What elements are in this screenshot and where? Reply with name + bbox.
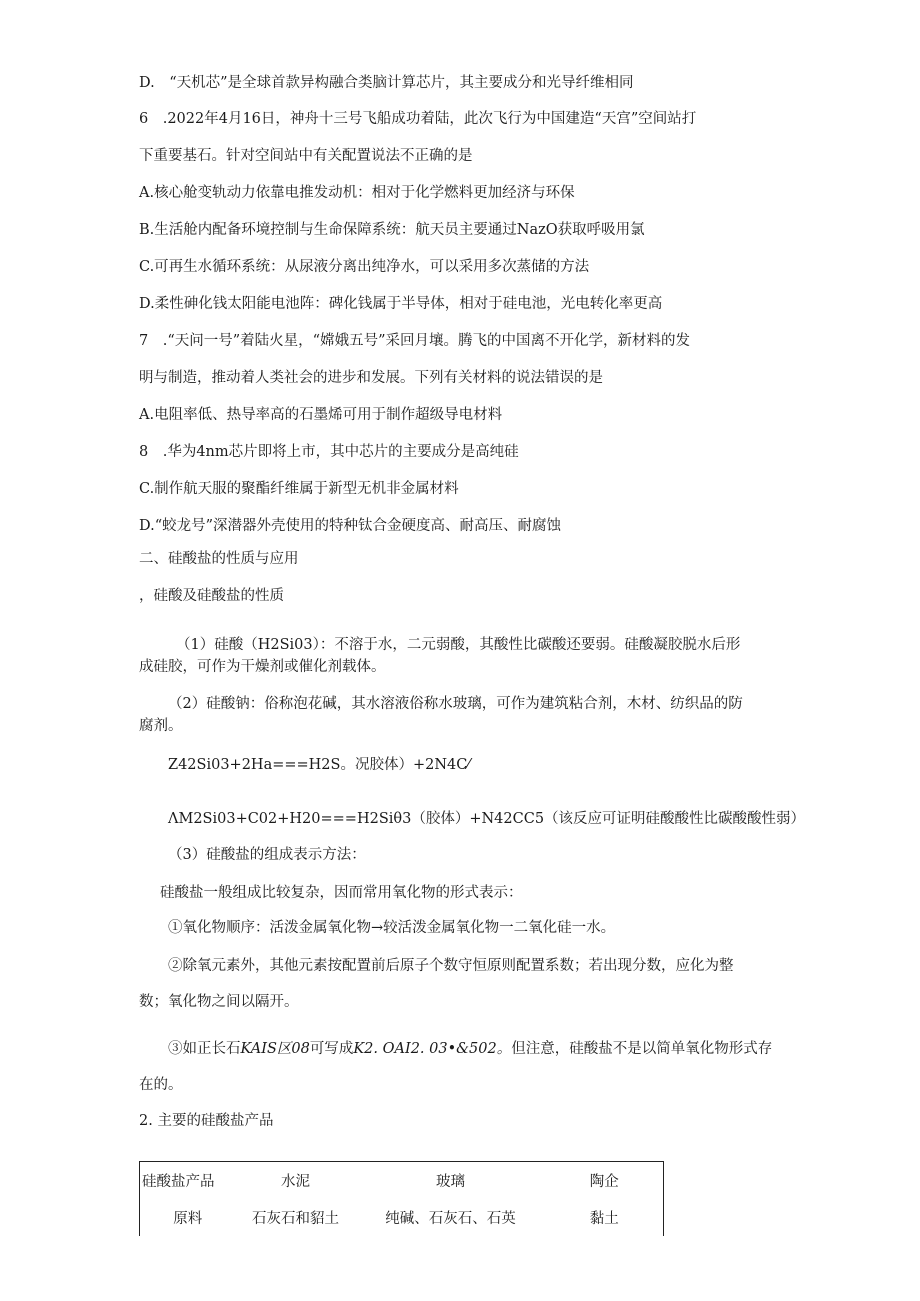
subsection-1-title: ，硅酸及硅酸盐的性质 xyxy=(139,588,284,604)
q8-option-c: C.制作航天服的聚酯纤维属于新型无机非金属材料 xyxy=(139,481,459,497)
sodium-silicate-para-line2: 腐剂。 xyxy=(139,718,183,734)
table-header-cell: 水泥 xyxy=(281,1174,310,1190)
subsection-2-title: 2. 主要的硅酸盐产品 xyxy=(139,1113,274,1129)
q6-stem-line1: 6 .2022年4月16日，神舟十三号飞船成功着陆，此次飞行为中国建造“天宫”空间站打 xyxy=(139,111,697,127)
table-cell: 原料 xyxy=(173,1211,203,1227)
q6-option-d: D.柔性砷化钱太阳能电池阵：碑化钱属于半导体，相对于硅电池，光电转化率更高 xyxy=(139,296,663,312)
table-header-cell: 硅酸盐产品 xyxy=(142,1174,215,1190)
orthoclase-formula: KAIS区08 xyxy=(240,1041,310,1057)
q8-stem: 8 .华为4nm芯片即将上市，其中芯片的主要成分是高纯硅 xyxy=(139,444,519,460)
q6-option-c: C.可再生水循环系统：从尿液分离出纯净水，可以采用多次蒸储的方法 xyxy=(139,259,590,275)
composition-heading: （3）硅酸盐的组成表示方法： xyxy=(168,847,366,863)
rule-3-line2: 在的。 xyxy=(139,1077,183,1093)
rule-3-suffix: 但注意，硅酸盐不是以简单氧化物形式存 xyxy=(511,1041,773,1057)
rule-3-prefix: ③如正长石 xyxy=(168,1041,241,1057)
table-cell: 纯碱、石灰石、石英 xyxy=(385,1211,516,1227)
table-cell: 黏土 xyxy=(589,1211,619,1227)
equation-2: ΛM2Si03+C02+H20===H2Siθ3（胶体）+N42CC5（该反应可证明硅酸酸性比碳酸酸性弱） xyxy=(168,811,806,827)
rule-1: ①氧化物顺序：活泼金属氧化物→较活泼金属氧化物一二氧化硅一水。 xyxy=(168,920,616,936)
table-header-row xyxy=(140,1162,664,1200)
silicic-acid-para-line2: 成硅胶，可作为干燥剂或催化剂载体。 xyxy=(139,659,386,675)
q6-option-a: A.核心舱变轨动力依靠电推发动机：相对于化学燃料更加经济与环保 xyxy=(139,185,575,201)
q7-stem-line2: 明与制造，推动着人类社会的进步和发展。下列有关材料的说法错误的是 xyxy=(139,370,603,386)
composition-intro: 硅酸盐一般组成比较复杂，因而常用氧化物的形式表示： xyxy=(160,885,523,901)
oxide-form-formula: K2. OAI2. 03•&502。 xyxy=(353,1041,512,1057)
rule-2-line1: ②除氧元素外，其他元素按配置前后原子个数守恒原则配置系数；若出现分数，应化为整 xyxy=(168,958,734,974)
rule-3-mid: 可写成 xyxy=(309,1041,354,1057)
q7-option-a: A.电阻率低、热导率高的石墨烯可用于制作超级导电材料 xyxy=(139,407,503,423)
q5-option-d: D. “天机芯”是全球首款异构融合类脑计算芯片，其主要成分和光导纤维相同 xyxy=(139,75,634,91)
q6-option-b: B.生活舱内配备环境控制与生命保障系统：航天员主要通过NazO获取呼吸用氯 xyxy=(139,222,645,238)
sodium-silicate-para-line1: （2）硅酸钠：俗称泡花碱，其水溶液俗称水玻璃，可作为建筑粘合剂，木材、纺织品的防 xyxy=(168,696,743,712)
rule-2-line2: 数；氧化物之间以隔开。 xyxy=(139,994,299,1010)
equation-1: Z42Si03+2Ha===H2S。况胶体）+2N4C⁄ xyxy=(168,757,470,773)
table-header-cell: 玻璃 xyxy=(436,1174,465,1190)
table-row xyxy=(140,1199,664,1236)
table-header-cell: 陶企 xyxy=(589,1174,619,1190)
q7-stem-line1: 7 .“天问一号”着陆火星，“嫦娥五号”采回月壤。腾飞的中国离不开化学，新材料的发 xyxy=(139,333,690,349)
q8-option-d: D.“蛟龙号”深潜器外壳使用的特种钛合金硬度高、耐高压、耐腐蚀 xyxy=(139,518,562,534)
silicic-acid-para-line1: （1）硅酸（H2Si03）：不溶于水，二元弱酸，其酸性比碳酸还要弱。硅酸凝胶脱水后形 xyxy=(176,637,741,653)
table-cell: 石灰石和貂土 xyxy=(252,1211,339,1227)
rule-3-line1 xyxy=(168,1039,772,1059)
section-2-title: 二、硅酸盐的性质与应用 xyxy=(139,551,299,567)
silicate-products-table xyxy=(139,1161,664,1236)
q6-stem-line2: 下重要基石。针对空间站中有关配置说法不正确的是 xyxy=(139,148,473,164)
